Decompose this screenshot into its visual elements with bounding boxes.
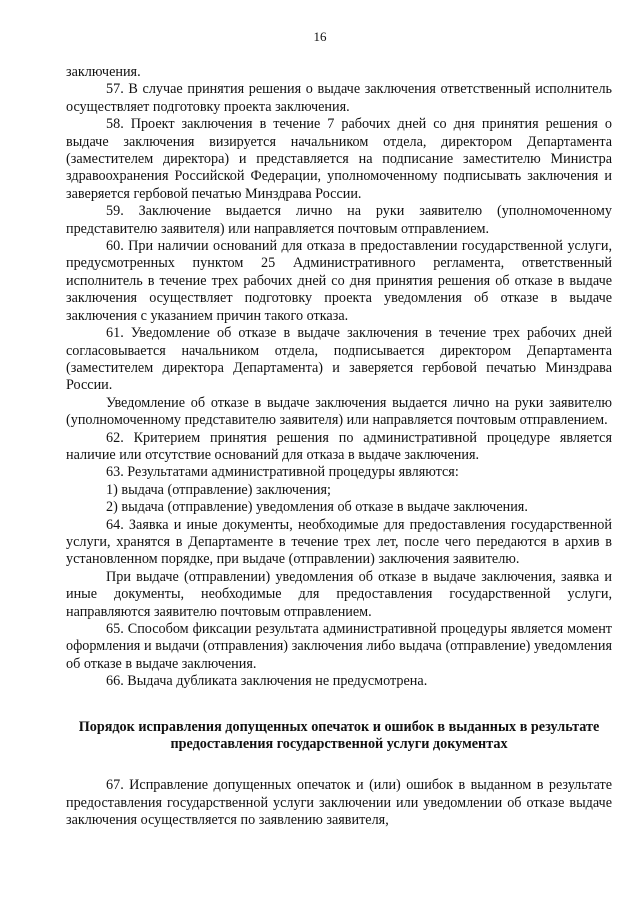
paragraph-64: 64. Заявка и иные документы, необходимые для предоставления государственной услуги, хранятся в Департаменте в течение трех лет, после чего передаются в архив в установленном порядке, при выдаче (отправлении) заключения заявителю.: [66, 516, 612, 568]
paragraph-58: 58. Проект заключения в течение 7 рабочих дней со дня принятия решения о выдаче заключения визируется начальником отдела, директором Департамента (заместителем директора) и представляется на подписание заместителю Министра здравоохранения Российской Федерации, уполномоченному подписывать заключения и заверяется гербовой печатью Минздрава России.: [66, 116, 612, 202]
paragraph-60: 60. При наличии оснований для отказа в предоставлении государственной услуги, предусмотренных пунктом 25 Административного регламента, ответственный исполнитель в течение трех рабочих дней со дня принятия решения об отказе в выдаче заключения осуществляет подготовку проекта уведомления об отказе в выдаче заключения с указанием причин такого отказа.: [66, 238, 612, 324]
section-heading: Порядок исправления допущенных опечаток и ошибок в выданных в результате предоставления государственной услуги документах: [78, 718, 600, 753]
paragraph-62: 62. Критерием принятия решения по административной процедуре является наличие или отсутствие оснований для отказа в выдаче заключения.: [66, 429, 612, 463]
paragraph-64-refusal: При выдаче (отправлении) уведомления об отказе в выдаче заключения, заявка и иные документы, необходимые для предоставления государственной услуги, направляются заявителю почтовым отправлением.: [66, 568, 612, 620]
paragraph-67: 67. Исправление допущенных опечаток и (или) ошибок в выданном в результате предоставления государственной услуги заключении или уведомлении об отказе выдаче заключения осуществляется по заявлению заявителя,: [66, 777, 612, 829]
paragraph-61-notice: Уведомление об отказе в выдаче заключения выдается лично на руки заявителю (уполномоченному представителю заявителя) или направляется почтовым отправлением.: [66, 394, 612, 429]
list-item-2: 2) выдача (отправление) уведомления об отказе в выдаче заключения.: [106, 499, 528, 516]
paragraph-57: 57. В случае принятия решения о выдаче заключения ответственный исполнитель осуществляет подготовку проекта заключения.: [66, 81, 612, 115]
page-number: 16: [313, 29, 327, 44]
paragraph-61: 61. Уведомление об отказе в выдаче заключения в течение трех рабочих дней согласовывается начальником отдела, подписывается директором Департамента (заместителем директора Департамента) и заверяется гербовой печатью Минздрава России.: [66, 325, 612, 394]
paragraph-continuation: заключения.: [66, 64, 141, 80]
paragraph-63: 63. Результатами административной процедуры являются:: [106, 464, 459, 481]
paragraph-66: 66. Выдача дубликата заключения не предусмотрена.: [106, 673, 428, 690]
paragraph-59: 59. Заключение выдается лично на руки заявителю (уполномоченному представителю заявителя) или направляется почтовым отправлением.: [66, 203, 612, 237]
paragraph-65: 65. Способом фиксации результата административной процедуры является момент оформления и выдачи (отправления) заключения либо выдача (отправление) уведомления об отказе в выдаче заключения.: [66, 621, 612, 672]
document-body: [66, 64, 612, 830]
list-item-1: 1) выдача (отправление) заключения;: [106, 481, 331, 498]
